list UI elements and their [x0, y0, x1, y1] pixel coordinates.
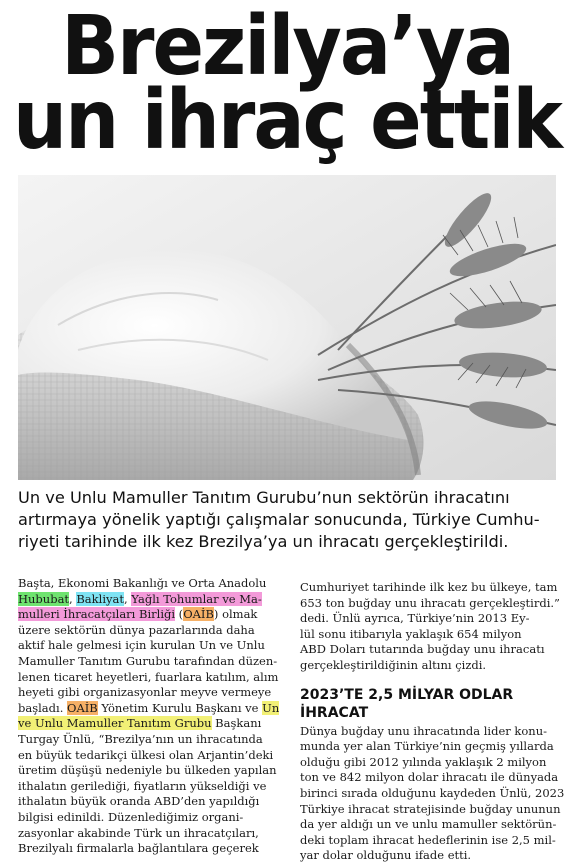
text-fragment: ) olmak: [213, 607, 258, 622]
highlight-bakliyat: Bakliyat: [76, 591, 124, 606]
flour-wheat-illustration: [18, 175, 556, 480]
headline-line-1: Brezilya’ya: [61, 0, 513, 94]
highlight-hububat: Hububat: [18, 591, 70, 606]
text-fragment: (: [175, 607, 184, 622]
body-line: Türkiye ihracat stratejisinde buğday ununun: [300, 801, 561, 816]
body-line: 653 ton buğday unu ihracatı gerçekleştirdi.”: [300, 595, 560, 610]
lead-line: riyeti tarihinde ilk kez Brezilya’ya un ihracatı gerçekleştirildi.: [18, 532, 509, 551]
highlight-yagli-tohumlar: Yağlı Tohumlar ve Ma-: [131, 591, 262, 606]
highlight-oaib: OAİB: [67, 700, 98, 715]
body-line: Turgay Ünlü, “Brezilya’nın un ihracatında: [18, 731, 263, 746]
body-line: Brezilyalı firmalarla bağlantılara geçerek: [18, 841, 259, 856]
text-fragment: Başkanı: [211, 716, 262, 731]
body-line: dedi. Ünlü ayrıca, Türkiye’nin 2013 Ey-: [300, 611, 530, 626]
body-line: munda yer alan Türkiye’nin geçmiş yıllarda: [300, 739, 554, 754]
body-line: üretim düşüşü nedeniyle bu ülkeden yapılan: [18, 763, 277, 778]
article-right-column: [300, 580, 565, 864]
article-left-column: [18, 576, 280, 857]
body-line: Başta, Ekonomi Bakanlığı ve Orta Anadolu: [18, 576, 267, 590]
body-line: [18, 607, 280, 623]
body-line: yar dolar olduğunu ifade etti.: [300, 848, 472, 863]
body-line: [18, 592, 280, 608]
body-line: ithalatın gerilediği, fiyatların yükseldiği ve: [18, 778, 267, 793]
lead-line: Un ve Unlu Mamuller Tanıtım Gurubu’nun sektörün ihracatını: [18, 488, 510, 507]
text-fragment: başladı.: [18, 700, 68, 715]
body-line: [18, 716, 280, 732]
body-line: aktif hale gelmesi için kurulan Un ve Unlu: [18, 638, 265, 653]
lead-paragraph: [18, 487, 558, 553]
body-line: lenen ticaret heyetleri, fuarlara katılım, alım: [18, 669, 279, 684]
body-line: Dünya buğday unu ihracatında lider konu-: [300, 723, 547, 738]
highlight-un-grubu: Un: [262, 700, 280, 715]
body-line: heyeti gibi organizasyonlar meyve vermeye: [18, 685, 272, 700]
body-line: zasyonlar akabinde Türk un ihracatçıları,: [18, 825, 259, 840]
body-line: olduğu gibi 2012 yılında yaklaşık 2 milyon: [300, 754, 547, 769]
text-fragment: Yönetim Kurulu Başkanı ve: [97, 700, 263, 715]
body-line: ithalatın büyük oranda ABD’den yapıldığı: [18, 794, 260, 809]
body-line: gerçekleştirildiğinin altını çizdi.: [300, 657, 487, 672]
body-line: bilgisi edinildi. Düzenlediğimiz organi-: [18, 809, 244, 824]
body-line: en büyük tedarikçi ülkesi olan Arjantin’deki: [18, 747, 274, 762]
body-line: birinci sırada olduğunu kaydeden Ünlü, 2023: [300, 785, 565, 800]
body-line: deki toplam ihracat hedeflerinin ise 2,5 mil-: [300, 832, 556, 847]
body-line: da yer aldığı un ve unlu mamuller sektörün-: [300, 817, 557, 832]
flour-and-wheat-photo: [18, 175, 556, 480]
body-line: ton ve 842 milyon dolar ihracatı ile dünyada: [300, 770, 559, 785]
highlight-oaib: OAİB: [183, 607, 214, 622]
highlight-un-grubu: ve Unlu Mamuller Tanıtım Grubu: [18, 716, 212, 731]
lead-line: artırmaya yönelik yaptığı çalışmalar sonucunda, Türkiye Cumhu-: [18, 510, 540, 529]
body-line: lül sonu itibarıyla yaklaşık 654 milyon: [300, 626, 522, 641]
headline-line-2: un ihraç ettik: [13, 71, 561, 168]
highlight-birlik: mulleri İhracatçıları Birliği: [18, 607, 176, 622]
separator: ,: [69, 591, 77, 606]
body-line: Mamuller Tanıtım Gurubu tarafından düzen-: [18, 653, 278, 668]
body-line: Cumhuriyet tarihinde ilk kez bu ülkeye, tam: [300, 580, 558, 594]
body-line: [18, 701, 280, 717]
body-line: ABD Doları tutarında buğday unu ihracatı: [300, 642, 545, 657]
body-line: üzere sektörün dünya pazarlarında daha: [18, 622, 255, 637]
separator: ,: [123, 591, 132, 606]
section-subheading: 2023’TE 2,5 MİLYAR ODLAR İHRACAT: [300, 686, 514, 721]
